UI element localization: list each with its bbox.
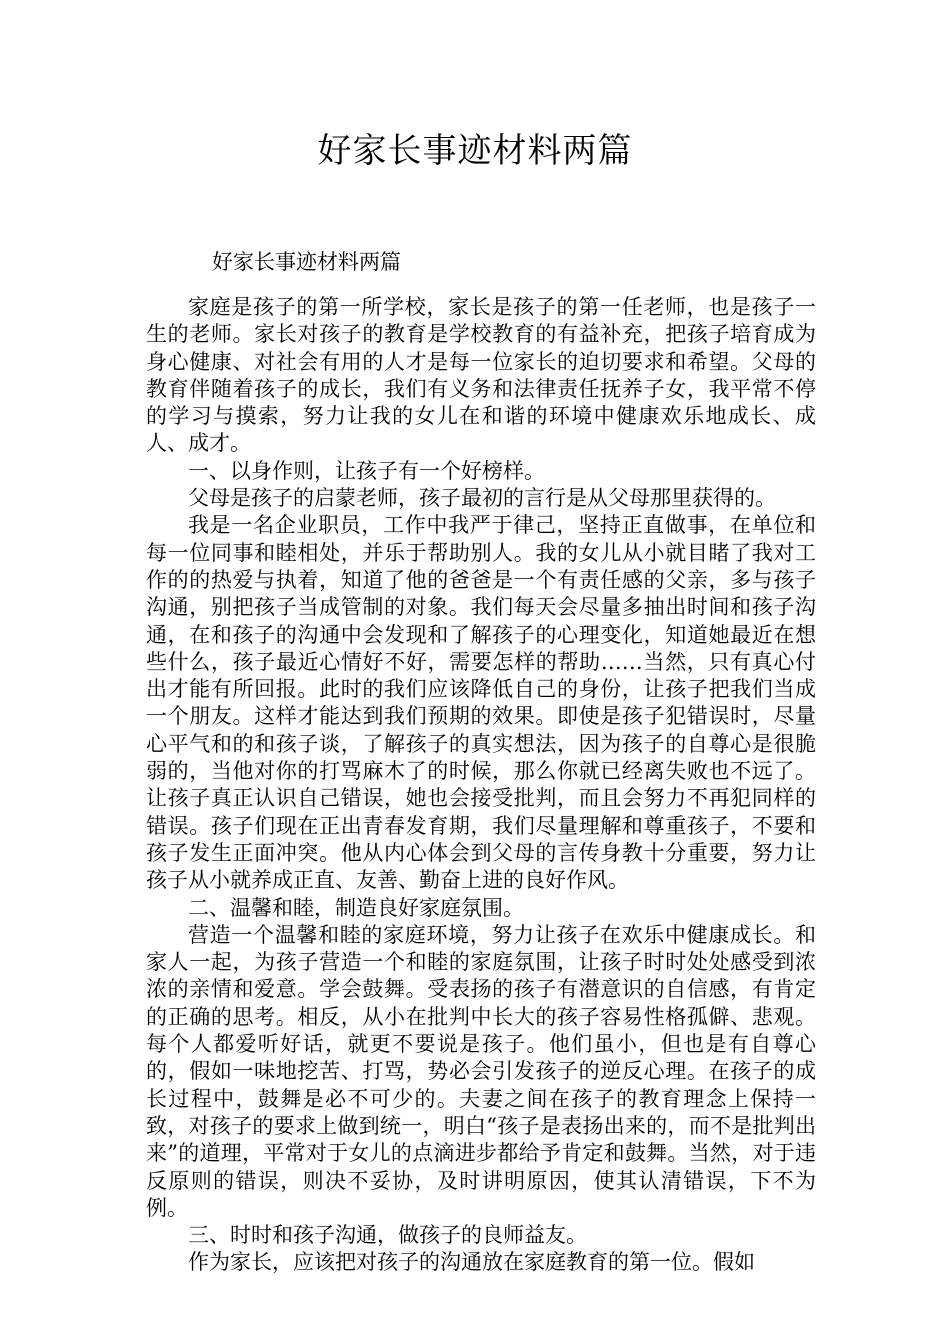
paragraph: 我是一名企业职员，工作中我严于律己，坚持正直做事，在单位和每一位同事和睦相处，并乐于帮助别人。我的女儿从小就目睹了我对工作的的热爱与执着，知道了他的爸爸是一个有责任感的父亲，多与孩子沟通，别把孩子当成管制的对象。我们每天会尽量多抽出时间和孩子沟通，在和孩子的沟通中会发现和了解孩子的心理变化，知道她最近在想些什么，孩子最近心情好不好，需要怎样的帮助……当然，只有真心付出才能有所回报。此时的我们应该降低自己的身份，让孩子把我们当成一个朋友。这样才能达到我们预期的效果。即使是孩子犯错误时，尽量心平气和的和孩子谈，了解孩子的真实想法，因为孩子的自尊心是很脆弱的，当他对你的打骂麻木了的时候，那么你就已经离失败也不远了。让孩子真正认识自己错误，她也会接受批判，而且会努力不再犯同样的错误。孩子们现在正出青春发育期，我们尽量理解和尊重孩子，不要和孩子发生正面冲突。他从内心体会到父母的言传身教十分重要，努力让孩子从小就养成正直、友善、勤奋上进的良好作风。 (146, 513, 816, 893)
document-subtitle: 好家长事迹材料两篇 (212, 250, 401, 274)
paragraph: 营造一个温馨和睦的家庭环境，努力让孩子在欢乐中健康成长。和家人一起，为孩子营造一个和睦的家庭氛围，让孩子时时处处感受到浓浓的亲情和爱意。学会鼓舞。受表扬的孩子有潜意识的自信感，有肯定的正确的思考。相反，从小在批判中长大的孩子容易性格孤僻、悲观。每个人都爱听好话，就更不要说是孩子。他们虽小，但也是有自尊心的，假如一味地挖苦、打骂，势必会引发孩子的逆反心理。在孩子的成长过程中，鼓舞是必不可少的。夫妻之间在孩子的教育理念上保持一致，对孩子的要求上做到统一，明白“孩子是表扬出来的，而不是批判出来”的道理，平常对于女儿的点滴进步都给予肯定和鼓舞。当然，对于违反原则的错误，则决不妥协，及时讲明原因，使其认清错误，下不为例。 (146, 922, 816, 1220)
section-heading-1: 一、以身作则，让孩子有一个好榜样。 (188, 458, 545, 483)
paragraph-intro: 家庭是孩子的第一所学校，家长是孩子的第一任老师，也是孩子一生的老师。家长对孩子的教育是学校教育的有益补充，把孩子培育成为身心健康、对社会有用的人才是每一位家长的迫切要求和希望。父母的教育伴随着孩子的成长，我们有义务和法律责任抚养子女，我平常不停的学习与摸索，努力让我的女儿在和谐的环境中健康欢乐地成长、成人、成才。 (146, 295, 816, 456)
paragraph: 作为家长，应该把对孩子的沟通放在家庭教育的第一位。假如 (188, 1250, 755, 1275)
document-title: 好家长事迹材料两篇 (317, 131, 633, 171)
section-heading-3: 三、时时和孩子沟通，做孩子的良师益友。 (188, 1223, 587, 1248)
document-body (146, 294, 816, 1277)
section-heading-2: 二、温馨和睦，制造良好家庭氛围。 (188, 895, 524, 920)
paragraph: 父母是孩子的启蒙老师，孩子最初的言行是从父母那里获得的。 (188, 486, 776, 511)
